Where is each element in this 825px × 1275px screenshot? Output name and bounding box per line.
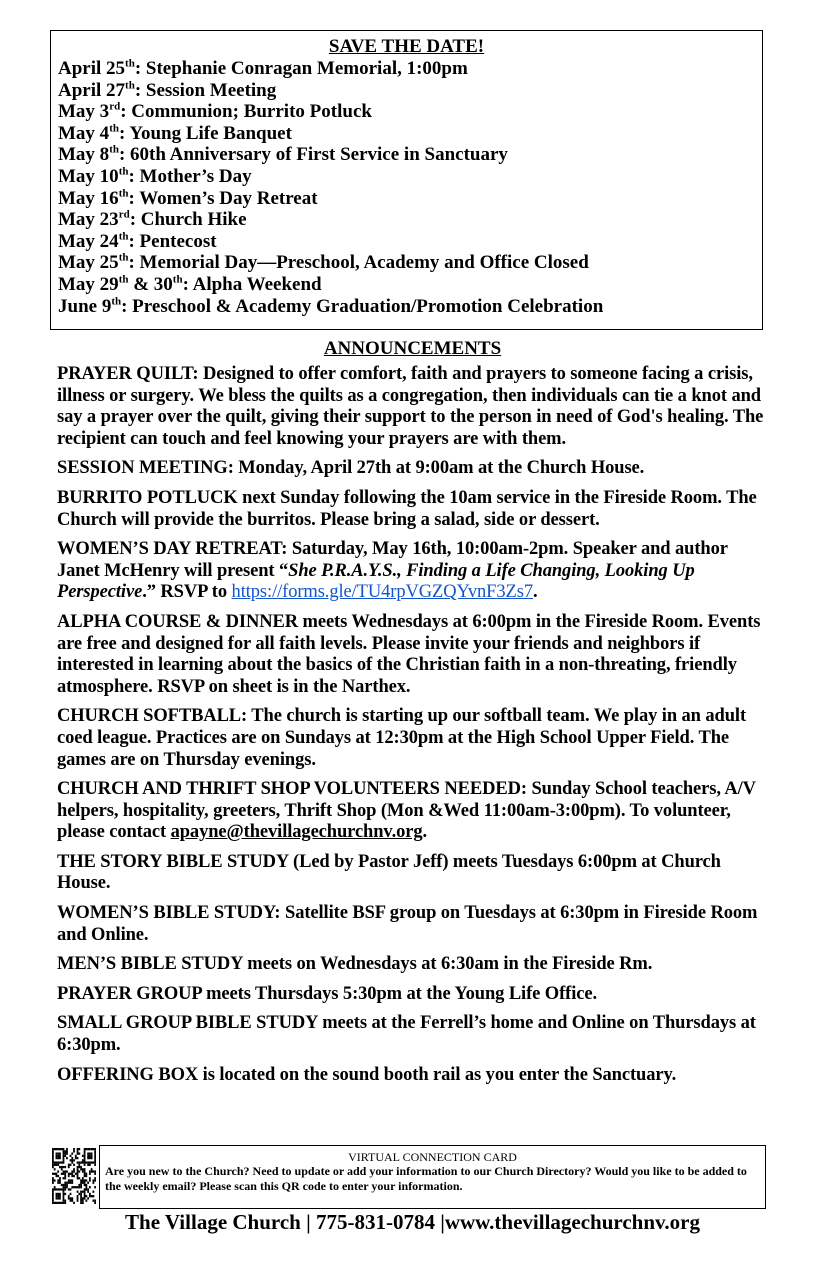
event-month: May 23 bbox=[58, 209, 119, 231]
event-suffix: th bbox=[118, 165, 129, 178]
event-line bbox=[58, 252, 755, 274]
event-text: : Memorial Day—Preschool, Academy and Office Closed bbox=[128, 252, 589, 274]
event-line bbox=[58, 296, 755, 318]
event-text: : Church Hike bbox=[129, 209, 247, 231]
event-month: May 25 bbox=[58, 252, 119, 274]
rsvp-link[interactable]: https://forms.gle/TU4rpVGZQYvnF3Zs7 bbox=[231, 582, 533, 603]
event-suffix: th bbox=[118, 252, 129, 265]
event-month: May 16 bbox=[58, 187, 119, 209]
announcement-prayer-quilt: PRAYER QUILT: Designed to offer comfort, faith and prayers to someone facing a crisis, illness or surgery. We bless the quilts as a congregation, then individuals can tie a knot and say a prayer over the quilt, giving their support to the person in need of God's healing. The recipient can touch and feel knowing your prayers are with them. bbox=[57, 364, 764, 449]
event-suffix: th bbox=[118, 187, 129, 200]
event-text: : Stephanie Conragan Memorial, 1:00pm bbox=[134, 58, 468, 79]
save-the-date-box bbox=[50, 30, 763, 330]
announcement-story-bible-study: THE STORY BIBLE STUDY (Led by Pastor Jeff) meets Tuesdays 6:00pm at Church House. bbox=[57, 851, 721, 894]
event-month: May 24 bbox=[58, 230, 119, 252]
event-line bbox=[58, 58, 755, 80]
event-month: June 9 bbox=[58, 295, 112, 317]
event-suffix: th bbox=[118, 273, 129, 286]
event-month: May 10 bbox=[58, 165, 119, 187]
volunteer-email-link[interactable]: apayne@thevillagechurchnv.org bbox=[170, 822, 423, 843]
announcement-burrito-potluck: BURRITO POTLUCK next Sunday following the 10am service in the Fireside Room. The Church will provide the burritos. Please bring a salad, side or dessert. bbox=[57, 487, 757, 530]
event-suffix: th bbox=[118, 230, 129, 243]
event-month: May 8 bbox=[58, 144, 110, 166]
womens-retreat-mid: .” RSVP to bbox=[142, 582, 232, 603]
event-suffix: rd bbox=[118, 208, 130, 221]
event-line bbox=[58, 123, 755, 145]
event-line bbox=[58, 231, 755, 253]
event-suffix: th bbox=[125, 79, 135, 92]
event-suffix: rd bbox=[109, 100, 121, 113]
announcement-offering-box: OFFERING BOX is located on the sound booth rail as you enter the Sanctuary. bbox=[57, 1064, 677, 1085]
save-the-date-title: SAVE THE DATE! bbox=[328, 36, 485, 57]
event-line bbox=[58, 80, 755, 102]
announcement-small-group: SMALL GROUP BIBLE STUDY meets at the Ferrell’s home and Online on Thursdays at 6:30pm. bbox=[57, 1013, 756, 1056]
event-text: : Pentecost bbox=[128, 230, 217, 252]
announcement-womens-bible-study: WOMEN’S BIBLE STUDY: Satellite BSF group on Tuesdays at 6:30pm in Fireside Room and Online. bbox=[57, 903, 758, 945]
qr-code-icon[interactable] bbox=[52, 1148, 96, 1204]
announcement-prayer-group: PRAYER GROUP meets Thursdays 5:30pm at the Young Life Office. bbox=[57, 983, 597, 1004]
announcement-list bbox=[57, 364, 771, 1094]
event-text: : Mother’s Day bbox=[128, 165, 252, 187]
event-suffix2: th bbox=[172, 273, 183, 286]
announcement-alpha-course: ALPHA COURSE & DINNER meets Wednesdays at 6:00pm in the Fireside Room. Events are free and designed for all faith levels. Please invite your friends and neighbors if interested in learning about the basics of the Christian faith in a non-threating, friendly atmosphere. RSVP on sheet is in the Narthex. bbox=[57, 611, 761, 697]
announcement-womens-retreat bbox=[57, 539, 771, 604]
event-suffix: th bbox=[111, 295, 122, 308]
event-line bbox=[58, 101, 755, 123]
connection-card-text: Are you new to the Church? Need to update or add your information to our Church Directory? Would you like to be added to the weekly email? Please scan this QR code to enter your information. bbox=[105, 1164, 747, 1193]
event-suffix: th bbox=[109, 144, 119, 157]
event-text: & 30 bbox=[128, 273, 173, 295]
announcement-volunteers bbox=[57, 779, 771, 844]
womens-retreat-end: . bbox=[532, 582, 538, 603]
event-month: April 25 bbox=[58, 58, 126, 79]
footer-contact: The Village Church | 775-831-0784 |www.thevillagechurchnv.org bbox=[125, 1210, 700, 1234]
womens-retreat-lead: WOMEN’S DAY RETREAT: Saturday, May 16th, 10:00am-2pm. Speaker and author Janet McHenry will present “ bbox=[57, 539, 728, 581]
event-text: : 60th Anniversary of First Service in Sanctuary bbox=[118, 144, 508, 166]
announcement-softball: CHURCH SOFTBALL: The church is starting up our softball team. We play in an adult coed league. Practices are on Sundays at 12:30pm at the High School Upper Field. The games are on Thursday evenings. bbox=[57, 706, 747, 770]
volunteers-end: . bbox=[422, 822, 428, 843]
event-list bbox=[58, 58, 755, 317]
event-text: : Communion; Burrito Potluck bbox=[120, 101, 372, 123]
announcement-mens-bible-study: MEN’S BIBLE STUDY meets on Wednesdays at 6:30am in the Fireside Rm. bbox=[57, 954, 653, 975]
announcement-session-meeting: SESSION MEETING: Monday, April 27th at 9:00am at the Church House. bbox=[57, 458, 645, 479]
event-month: April 27 bbox=[58, 79, 126, 101]
announcements-title: ANNOUNCEMENTS bbox=[323, 338, 502, 359]
event-line bbox=[58, 166, 755, 188]
event-line bbox=[58, 144, 755, 166]
event-month: May 3 bbox=[58, 101, 110, 123]
connection-card-title: VIRTUAL CONNECTION CARD bbox=[348, 1150, 517, 1164]
event-text2: : Alpha Weekend bbox=[182, 273, 322, 295]
event-line bbox=[58, 188, 755, 210]
womens-retreat-talk-title: She P.R.A.Y.S., Finding a Life Changing, Looking Up Perspective bbox=[57, 560, 695, 603]
event-text: : Women’s Day Retreat bbox=[128, 187, 318, 209]
volunteers-lead: CHURCH AND THRIFT SHOP VOLUNTEERS NEEDED: Sunday School teachers, A/V helpers, hospitality, greeters, Thrift Shop (Mon &Wed 11:00am-3:00pm). To volunteer, please contact bbox=[57, 779, 756, 843]
event-text: : Young Life Banquet bbox=[118, 122, 292, 144]
event-line bbox=[58, 274, 755, 296]
event-suffix: th bbox=[125, 57, 135, 70]
event-text: : Session Meeting bbox=[134, 79, 277, 101]
event-month: May 4 bbox=[58, 122, 110, 144]
event-line bbox=[58, 209, 755, 231]
event-month: May 29 bbox=[58, 273, 119, 295]
event-text: : Preschool & Academy Graduation/Promotion Celebration bbox=[121, 295, 604, 317]
event-suffix: th bbox=[109, 122, 119, 135]
virtual-connection-card bbox=[99, 1145, 766, 1209]
